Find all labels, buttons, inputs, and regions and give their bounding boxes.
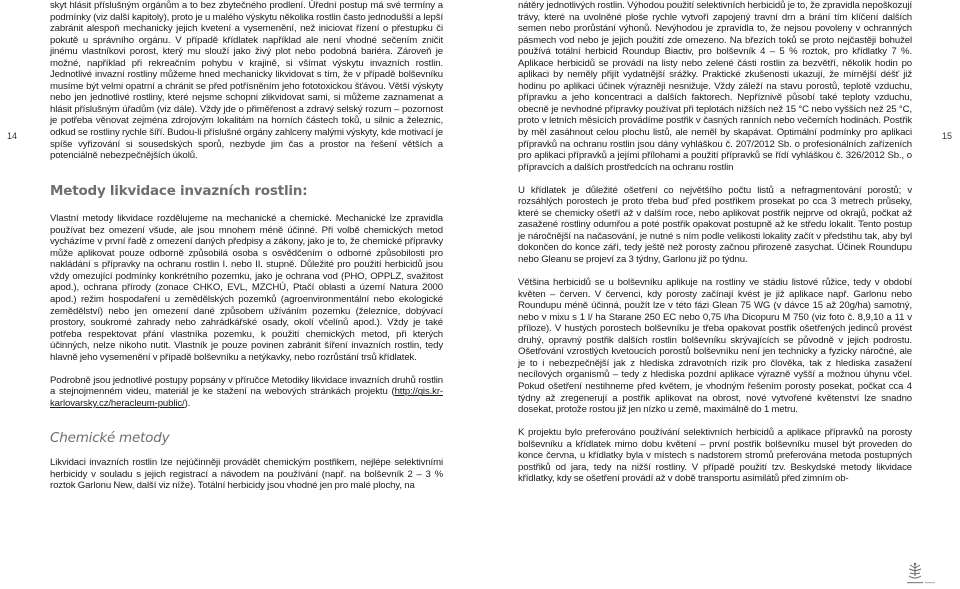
detail-text: Podrobně jsou jednotlivé postupy popsány v příručce Metodiky likvidace invazních druhů rostlin a stejnojmenném videu, materiál je ke stažení na webových stránkách projektu (	[50, 374, 443, 398]
detail-text-end: ).	[184, 397, 191, 409]
page-number-right: 15	[942, 131, 953, 141]
heading-methods: Metody likvidace invazních rostlin:	[50, 182, 308, 199]
right-paragraph-2: U křídlatek je důležité ošetření co největšího počtu listů a nefragmentování porostů; v rozsáhlých porostech je proto třeba buď před postřikem prosekat po cca 3 metrech průseky, které se chemicky ošetří až v dalším roce, nebo aplikovat postřik nejprve od okrajů, počkat až zasažené rostliny odumřou a poté postřik opakovat postupně až ke středu lokalit. Tento postup je náročnější na načasování, je nutné s ním podle velikosti lokality začít v předstihu tak, aby byl dokončen do konce září, tedy ještě než porosty začnou přirozeně zasychat. Účinek Roundupu nebo Gleanu se projeví za 3 týdny, Garlonu již po týdnu.	[518, 184, 912, 265]
page-number-left: 14	[7, 131, 18, 141]
intro-paragraph: skyt hlásit příslušným orgánům a to bez zbytečného prodlení. Úřední postup má své termíny a podmínky (viz další kapitoly), proto je u malého výskytu několika rostlin často jednodušší a lepší zabránit alespoň mechanicky jejich kvetení a vysemenění, než iniciovat řízení o přestupku či pokutě u správního orgánu. V případě křídlatek například ale není vhodné sečením zničit jinému vlastníkovi porost, který mu slouží jako živý plot nebo podobná bariéra. Zároveň je možné, například při rekreačním pohybu v krajině, si všímat výskytu invazních rostlin. Jednotlivé invazní rostliny můžeme hned mechanicky likvidovat s tím, že v případě bolševníku musíme být velmi opatrní a chránit se před potřísněním jeho fototoxickou šťávou. Větší výskyty nebo jen jednotlivé rostliny, které nejsme schopni zlikvidovat sami, si můžeme zaznamenat a hlásit příslušným úřadům (viz dále). Vždy jde o přiměřenost a zdravý selský rozum – pozornost je potřeba věnovat zejména zdrojovým lokalitám na horních částech toků, u silnic a železnic, odkud se rostliny rychle šíří. Budou-li příslušné orgány zahlceny malými výskyty, kde motivací je spíše vyřizování si sousedských sporů, nezbyde jim čas a prostor na řešení větších a potenciálně nebezpečnějších úkolů.	[50, 0, 443, 162]
right-paragraph-3: Většina herbicidů se u bolševníku aplikuje na rostliny ve stádiu listové růžice, tedy v období květen – červen. V červenci, kdy porosty začínají kvést je již aplikace např. Garlonu nebo Roundupu méně účinná, použít lze v této fázi Glean 75 WG (v dávce 15 až 20g/ha) samotný, nebo v mixu s 1 l/ ha Starane 250 EC nebo 0,75 l/ha Dicopuru M 750 (viz foto č. 8,9,10 a 11 v příloze). V hustých porostech bolševníku je třeba opakovat postřik ošetřených jedinců provést druhý, opravný postřik dalších rostlin bolševníku skrývajících se původně v jejich podrostu. Ošetřování vzrostlých kvetoucích porostů bolševníku není jen technicky a fyzicky náročné, ale je to i nebezpečnější jak z hlediska zdravotních rizik pro člověka, tak z hlediska zasažení necílových organismů – tedy z hlediska pozdní aplikace výrazně vyšší a možnou úhynu včel. Pokud ošetření nestihneme před květem, je vhodným řešením porosty posekat, počkat cca 4 týdny až zregenerují a postřik aplikovat na obrost, nové vytvořené květenství lze snadno dosekat, protože rostou již jen nízko u země, maximálně do 1 metru.	[518, 277, 912, 416]
project-logo-icon	[897, 562, 943, 588]
right-paragraph-4: K projektu bylo preferováno používání selektivních herbicidů a aplikace přípravků na porosty bolševníku a křídlatek mimo dobu květení – první postřik bolševníku musel být proveden do konce června, u křídlatky byla v místech s nadstorem stromů preferována metoda postupných postřiků od jara, tedy na nižší rostliny. V případě použití tzv. Beskydské metody likvidace křídlatky, kdy se ošetření provádí až v době transportu asimilátů před zimním ob-	[518, 427, 912, 485]
project-link[interactable]: http://gis.kr-karlovarsky.cz/heracleum-public/	[50, 386, 443, 409]
left-column	[50, 0, 443, 492]
right-column	[518, 0, 912, 485]
detail-paragraph	[50, 375, 443, 410]
chemical-paragraph: Likvidaci invazních rostlin lze nejúčinněji provádět chemickým postřikem, nejlépe selektivními herbicidy v souladu s jejich registrací a návodem na používání (např. na bolševník 2 – 3 % roztok Garlonu New, další viz níže). Totální herbicidy jsou vhodné jen pro malé plochy, na	[50, 457, 443, 492]
methods-paragraph: Vlastní metody likvidace rozdělujeme na mechanické a chemické. Mechanické lze zpravidla používat bez omezení všude, ale jsou mnohem méně účinné. Při volbě chemických metod vycházíme v první řadě z omezení daných předpisy a zákony, jako je to, že chemické přípravky může aplikovat pouze odborně způsobilá osoba s osvědčením o odborné způsobilosti pro nakládání s přípravky na ochranu rostlin I. nebo II. stupně. Důležité pro použití herbicidů jsou vždy omezující podmínky konkrétního pozemku, jako je ochrana vod (PHO, OPPLZ, svažitost apod.), ochrana přírody (zonace CHKO, EVL, MZCHÚ, Ptačí oblasti a území Natura 2000 apod.) režim hospodaření u zemědělských pozemků (agroenvironmentální nebo ekologické zemědělství) nebo jen omezení dané způsobem užíváním pozemku (železnice, dobývací prostory, soukromé zahrady nebo zahrádkářské osady, okolí včelínů apod.). Vždy je také potřeba respektovat přání vlastníka pozemku, k použití chemických metod, při kterých účinných, nelze nikoho nutit. Vlastník je pouze povinen zabránit šíření invazních rostlin, tedy hlavně jeho vysemenění v případě bolševníku a netýkavky, nebo rozrůstání trsů křídlatek.	[50, 213, 443, 363]
right-paragraph-1: nátěry jednotlivých rostlin. Výhodou použití selektivních herbicidů je to, že zpravidla nepoškozují trávy, které na uvolněné ploše rychle vytvoří zapojený travní drn a brání tím klíčení dalších semen nebo prorůstání výhonů. Nevýhodou je zpravidla to, že nejsou povoleny v ochranných pásmech vod nebo je jejich použití zde omezeno. Na březích toků se proto nejčastěji bohužel používá totální herbicid Roundup Biactiv, pro bolševník 4 – 5 % roztok, pro křídlatky 7 %. Aplikace herbicidů se provádí na listy nebo zelené části rostlin za bezvětří, několik hodin po aplikaci by neměly přijít vydatnější srážky. Praktické zkušenosti ukazují, že mírnější déšť již hodinu po aplikaci účinek výrazněji nesnižuje. Vždy záleží na stavu porostů, teplotě vzduchu, přípravku a jeho koncentraci a dalších faktorech. Nepříznivě působí také teploty vzduchu, obecně je nevhodné přípravky používat při teplotách nižších než 15 °C nebo vyšších než 25 °C, proto v letních měsících provádíme postřik v časných ranních nebo večerních hodinách. Postřik by měl zasáhnout celou plochu listů, ale neměl by skapávat. Optimální podmínky pro aplikaci přípravků na ochranu rostlin jsou dány vyhláškou č. 207/2012 Sb. o profesionálních zařízeních pro aplikaci přípravků a jejími přílohami a použití přípravků se řídí vyhláškou č. 326/2012 Sb., o přípravcích a dalších prostředcích na ochranu rostlin	[518, 0, 912, 173]
heading-chemical: Chemické metody	[50, 430, 170, 447]
